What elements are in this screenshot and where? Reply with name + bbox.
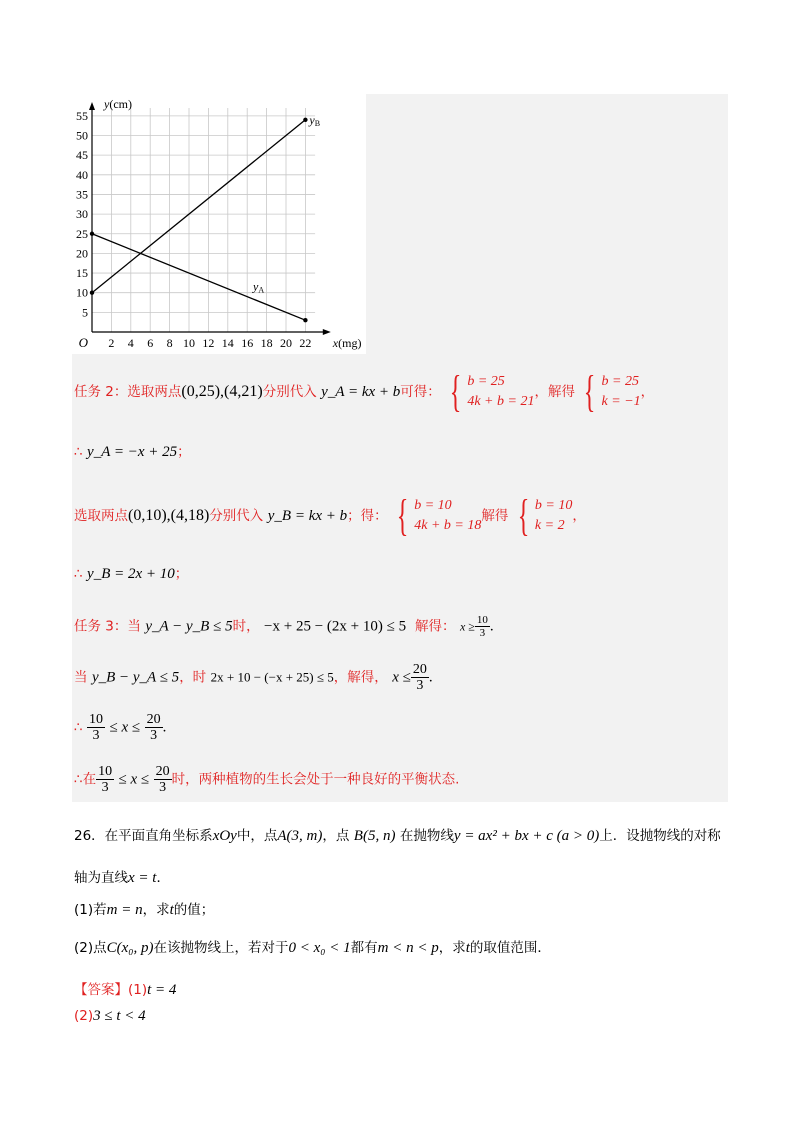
task3-result-lhs: x ≥ xyxy=(459,619,475,634)
answer-line-2 xyxy=(74,1008,146,1025)
task2-sys1-row1: b = 25 xyxy=(467,374,505,389)
q26-p1-cond: m = n xyxy=(106,902,143,918)
task3-cond: y_A − y_B ≤ 5 xyxy=(145,618,233,635)
frac-denominator: 3 xyxy=(416,678,424,693)
therefore-c-mid: ≤ x ≤ xyxy=(109,719,141,736)
frac-numerator: 10 xyxy=(89,712,104,727)
x-tick-label: 6 xyxy=(147,336,154,350)
answer-1-prefix: (1) xyxy=(128,982,148,998)
frac-numerator: 20 xyxy=(155,764,170,779)
series-point-a xyxy=(303,318,307,322)
x-tick-label: 4 xyxy=(127,336,134,350)
therefore-b-line xyxy=(74,562,188,583)
q26-p1-t: t xyxy=(169,902,174,918)
frac-denominator: 3 xyxy=(159,780,167,795)
series-point-b xyxy=(90,291,94,295)
q26-p1-a: (1)若 xyxy=(74,902,107,918)
y-tick-label: 5 xyxy=(82,305,88,320)
series-line-b xyxy=(92,120,305,293)
q26-axis: x = t xyxy=(128,870,157,886)
q26-line-2 xyxy=(74,866,170,887)
x-tick-label: 22 xyxy=(299,336,312,350)
conclusion-prefix: ∴在 xyxy=(74,771,97,788)
task2-formula: y_A = kx + b xyxy=(321,384,401,400)
task3b-line xyxy=(74,662,433,693)
task3b-end: . xyxy=(428,669,433,686)
task2-prefix: 任务 2：选取两点 xyxy=(74,384,182,400)
task2-sys2-row1: b = 25 xyxy=(601,374,639,389)
series-label-a: yA xyxy=(253,279,265,295)
q26-p2-b: 在该抛物线上，若对于 xyxy=(153,940,289,956)
q26-p2-e: 的取值范围． xyxy=(469,940,551,956)
y-axis-label: y(cm) xyxy=(104,97,132,111)
task3b-when: ，时 xyxy=(179,669,207,686)
therefore-a-end: ； xyxy=(177,444,191,460)
task2b-sys1-row2: 4k + b = 18 xyxy=(414,518,482,533)
task2b-mid2: ；得： xyxy=(347,508,388,524)
q26-text-c: ，点 xyxy=(322,828,350,844)
task3-end: . xyxy=(489,618,494,635)
series-line-a xyxy=(92,234,305,320)
answer-1: t = 4 xyxy=(147,982,177,998)
task3b-result-lhs: x ≤ xyxy=(392,669,411,686)
x-tick-label: 16 xyxy=(241,336,254,350)
x-axis-label: x(mg) xyxy=(332,336,362,350)
y-tick-label: 25 xyxy=(76,226,88,241)
frac-numerator: 20 xyxy=(412,662,427,677)
therefore-symbol: ∴ xyxy=(74,719,83,736)
task2-middle: 分别代入 xyxy=(262,384,317,400)
q26-line2-b: ． xyxy=(156,870,170,886)
q26-point-b: B(5, n) xyxy=(353,828,396,844)
q26-p1-c: 的值； xyxy=(173,902,215,918)
conclusion-right-frac xyxy=(154,764,172,795)
y-tick-label: 20 xyxy=(76,246,88,261)
q26-line2-a: 轴为直线 xyxy=(74,870,128,886)
y-tick-label: 40 xyxy=(76,167,88,182)
q26-p2-c-text: 都有 xyxy=(350,940,378,956)
frac-numerator: 20 xyxy=(146,712,161,727)
task3b-result-frac xyxy=(411,662,429,693)
task2-points: (0,25),(4,21) xyxy=(181,383,263,400)
task2b-solve: 解得 xyxy=(481,508,509,524)
task2b-sys2-row1: b = 10 xyxy=(534,498,573,513)
conclusion-left-frac xyxy=(96,764,114,795)
therefore-a-expr: y_A = −x + 25 xyxy=(87,444,178,460)
answer-label: 【答案】 xyxy=(74,982,128,998)
task2-system-2: { b = 25 k = −1 xyxy=(584,367,641,416)
task2-system-1: { b = 25 4k + b = 21 xyxy=(449,367,535,416)
task2b-system-2: { b = 10 k = 2 xyxy=(517,491,573,540)
q26-coord-system: xOy xyxy=(212,828,237,844)
y-axis-arrow xyxy=(89,102,95,110)
therefore-c-left-frac xyxy=(87,712,105,743)
frac-denominator: 3 xyxy=(92,728,100,743)
x-tick-label: 18 xyxy=(260,336,273,350)
q26-text-a: 26．在平面直角坐标系 xyxy=(74,828,213,844)
task3-prefix: 任务 3：当 xyxy=(74,618,141,635)
task3-solve: 解得： xyxy=(415,618,456,635)
task2b-end: ， xyxy=(572,508,586,524)
therefore-a-line xyxy=(74,440,191,461)
therefore-b-end: ； xyxy=(174,566,189,582)
task2-solve: ，解得 xyxy=(534,384,575,400)
origin-label: O xyxy=(78,335,88,350)
x-tick-label: 14 xyxy=(221,336,234,350)
therefore-symbol: ∴ xyxy=(74,444,83,460)
task2-sys2-row2: k = −1 xyxy=(601,394,641,409)
x-tick-label: 8 xyxy=(166,336,173,350)
series-point-a xyxy=(90,232,94,236)
frac-numerator: 10 xyxy=(476,614,488,626)
task2b-formula: y_B = kx + b xyxy=(267,508,348,524)
answer-2-prefix: (2) xyxy=(74,1008,94,1024)
q26-p1-b: ，求 xyxy=(142,902,170,918)
q26-p2-d: ，求 xyxy=(438,940,466,956)
task3-line xyxy=(74,614,494,639)
therefore-symbol: ∴ xyxy=(74,566,83,582)
q26-text-d: 在抛物线 xyxy=(399,828,454,844)
conclusion-mid: ≤ x ≤ xyxy=(118,771,150,788)
q26-p2-range: 0 < x₀ < 1 xyxy=(288,940,351,956)
x-tick-label: 12 xyxy=(202,336,215,350)
task2b-prefix: 选取两点 xyxy=(74,508,128,524)
q26-line-1 xyxy=(74,824,721,845)
frac-denominator: 3 xyxy=(101,780,109,795)
y-tick-label: 50 xyxy=(76,128,88,143)
q26-text-e: 上．设抛物线的对称 xyxy=(599,828,721,844)
task2-end: ， xyxy=(640,384,655,400)
task2-line xyxy=(74,367,655,416)
task2b-sys2-row2: k = 2 xyxy=(534,518,565,533)
x-tick-label: 2 xyxy=(108,336,115,350)
series-point-b xyxy=(303,118,307,122)
therefore-c-right-frac xyxy=(145,712,163,743)
y-tick-label: 45 xyxy=(76,148,88,163)
task3b-solve: ，解得， xyxy=(333,669,388,686)
answer-line-1 xyxy=(74,978,176,999)
q26-part-1 xyxy=(74,898,214,919)
x-tick-label: 10 xyxy=(183,336,195,350)
x-axis-arrow xyxy=(323,329,331,335)
therefore-c-end: . xyxy=(162,719,167,736)
line-chart xyxy=(72,94,372,354)
q26-p2-c: C(x₀, p) xyxy=(106,940,154,956)
conclusion-line xyxy=(74,764,459,795)
task2b-middle: 分别代入 xyxy=(209,508,264,524)
task3-result-frac xyxy=(475,614,490,639)
q26-p2-a: (2)点 xyxy=(74,940,107,956)
task3b-ineq: 2x + 10 − (−x + 25) ≤ 5 xyxy=(210,669,334,685)
frac-denominator: 3 xyxy=(479,627,486,639)
x-tick-label: 20 xyxy=(280,336,292,350)
q26-p2-t: t xyxy=(465,940,470,956)
y-tick-label: 55 xyxy=(76,108,88,123)
y-tick-label: 10 xyxy=(76,285,88,300)
therefore-c-line xyxy=(74,712,166,743)
task2-suffix: 可得： xyxy=(400,384,441,400)
q26-part-2 xyxy=(74,936,551,957)
answer-2: 3 ≤ t < 4 xyxy=(93,1008,146,1024)
q26-parabola: y = ax² + bx + c (a > 0) xyxy=(453,828,600,844)
task2b-line xyxy=(74,491,586,540)
conclusion-text: 时，两种植物的生长会处于一种良好的平衡状态. xyxy=(171,771,460,788)
q26-text-b: 中，点 xyxy=(236,828,278,844)
frac-denominator: 3 xyxy=(150,728,158,743)
therefore-b-expr: y_B = 2x + 10 xyxy=(87,566,175,582)
task2b-sys1-row1: b = 10 xyxy=(414,498,452,513)
frac-numerator: 10 xyxy=(98,764,113,779)
y-tick-label: 30 xyxy=(76,207,88,222)
q26-point-a: A(3, m) xyxy=(277,828,323,844)
y-tick-label: 35 xyxy=(76,187,88,202)
q26-p2-ineq: m < n < p xyxy=(377,940,439,956)
task3b-prefix: 当 xyxy=(74,669,88,686)
task3b-cond: y_B − y_A ≤ 5 xyxy=(91,669,180,686)
y-tick-label: 15 xyxy=(76,266,88,281)
task2-sys1-row2: 4k + b = 21 xyxy=(467,394,535,409)
task3-when: 时， xyxy=(232,618,260,635)
series-label-b: yB xyxy=(309,112,321,128)
task2b-system-1: { b = 10 4k + b = 18 xyxy=(396,491,482,540)
task2b-points: (0,10),(4,18) xyxy=(128,507,210,524)
task3-ineq: −x + 25 − (2x + 10) ≤ 5 xyxy=(264,618,407,635)
